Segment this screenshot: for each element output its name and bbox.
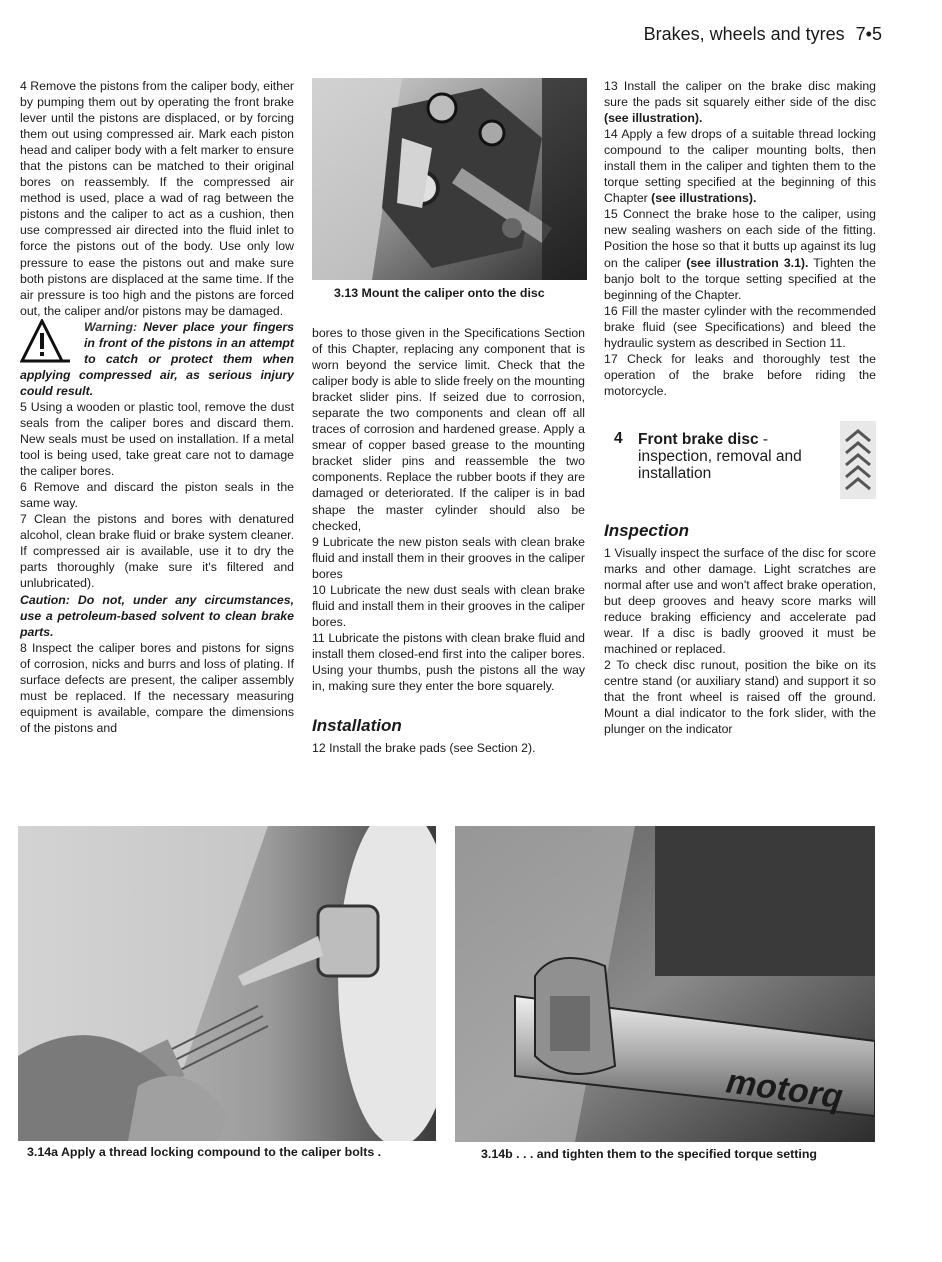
- caption-3-14b: 3.14b . . . and tighten them to the specified torque setting: [481, 1147, 817, 1161]
- warning-label: Warning:: [84, 319, 138, 334]
- photo-3-14a-thread-lock: [18, 826, 436, 1141]
- para-16: 16 Fill the master cylinder with the recommended brake fluid (see Specifications) and bleed the hydraulic system as described in Section 11.: [604, 303, 876, 350]
- photo-3-13-caliper: [312, 78, 587, 280]
- para-7: 7 Clean the pistons and bores with denatured alcohol, clean brake fluid or brake system cleaner. If compressed air is available, use it to dry the parts thoroughly (make sure it's filtered and unlubricated).: [20, 512, 294, 591]
- difficulty-rating-icon: [840, 421, 876, 499]
- photo-3-14b-torque-wrench: [455, 826, 875, 1142]
- para-15: 15 Connect the brake hose to the caliper, using new sealing washers on each side of the fitting. Position the hose so that it butts up against its lug on the caliper (see illustration 3.1). Tighten the banjo bolt to the torque setting specified at the beginning of the Chapter.: [604, 207, 877, 302]
- caption-3-14a: 3.14a Apply a thread locking compound to the caliper bolts .: [27, 1145, 382, 1159]
- para-4: 4 Remove the pistons from the caliper body, either by pumping them out by operating the front brake lever until the pistons are displaced, or by forcing them out using compressed air. Mark each piston head and caliper body with a felt marker to ensure that the pistons can be matched to their original bores on reassembly. If the compressed air method is used, place a wad of rag between the pistons and the caliper to act as a cushion, then use compressed air directed into the fluid inlet to force the pistons out of the body. Use only low pressure to ease the pistons out and make sure both pistons are displaced at the same time. If the air pressure is too high and the pistons are forced out, the caliper and/or pistons may be damaged.: [20, 79, 294, 318]
- page-number: 7•5: [855, 24, 882, 44]
- installation-heading: Installation: [312, 716, 402, 736]
- para-6: 6 Remove and discard the piston seals in the same way.: [20, 480, 294, 511]
- para-13: 13 Install the caliper on the brake disc making sure the pads sit squarely either side of the disc (see illustration).: [604, 79, 876, 126]
- para-8-continued: bores to those given in the Specifications Section of this Chapter, replacing any component that is worn beyond the service limit. Check that the caliper body is able to slide freely on the mounting bracket slider pins. If seized due to corrosion, separate the two components and clean off all traces of corrosion and hardened grease. Apply a smear of copper based grease to the mounting bracket slider pins and reassemble the two components. Replace the rubber boots if they are damaged or deteriorated. If the caliper is in bad shape the master cylinder should also be checked,: [312, 326, 585, 533]
- para-14: 14 Apply a few drops of a suitable thread locking compound to the caliper mounting bolts, then install them in the caliper and tighten them to the torque setting specified at the beginning of this Chapter (see illustrations).: [604, 127, 876, 206]
- para-12: 12 Install the brake pads (see Section 2).: [312, 741, 536, 756]
- inspection-para-1: 1 Visually inspect the surface of the disc for score marks and other damage. Light scratches are normal after use and won't affect brake operation, but deep grooves and heavy score marks will reduce braking efficiency and accelerate pad wear. If a disc is badly grooved it must be machined or replaced.: [604, 545, 876, 657]
- see-illustration-3-1-ref: (see illustration 3.1).: [686, 255, 809, 270]
- para-5: 5 Using a wooden or plastic tool, remove the dust seals from the caliper bores and discard them. New seals must be used on installation. If a metal tool is being used, take great care not to damage the caliper bores.: [20, 399, 294, 479]
- warning-triangle-icon: [20, 319, 82, 365]
- warning-box: [20, 319, 294, 399]
- para-9: 9 Lubricate the new piston seals with clean brake fluid and install them in their grooves in the caliper bores: [312, 534, 585, 581]
- running-header: [644, 24, 882, 45]
- section-title: Front brake disc - inspection, removal and installation: [638, 430, 802, 482]
- wrench-brand-label: motorq: [723, 1062, 846, 1117]
- inspection-para-2: 2 To check disc runout, position the bike on its centre stand (or auxiliary stand) and support it so that the front wheel is raised off the ground. Mount a dial indicator to the fork slider, with the plunger on the indicator: [604, 658, 876, 737]
- para-8: 8 Inspect the caliper bores and pistons for signs of corrosion, nicks and burrs and loss of plating. If surface defects are present, the caliper assembly must be replaced. If the necessary measuring equipment is available, compare the dimensions of the pistons and: [20, 640, 294, 735]
- para-11: 11 Lubricate the pistons with clean brake fluid and install them closed-end first into the caliper bores. Using your thumbs, push the pistons all the way in, making sure they enter the bore squarely.: [312, 630, 585, 694]
- warning-text: Never place your fingers in front of the pistons in an attempt to catch or protect them when applying compressed air, as serious injury could result.: [20, 319, 294, 398]
- inspection-heading: Inspection: [604, 520, 690, 540]
- see-illustrations-ref: (see illustrations).: [651, 191, 757, 206]
- column-3: [604, 78, 876, 738]
- column-2: [312, 325, 585, 756]
- section-number: 4: [614, 429, 623, 447]
- see-illustration-ref: (see illustration).: [604, 111, 703, 126]
- caption-3-13: 3.13 Mount the caliper onto the disc: [334, 286, 545, 300]
- para-10: 10 Lubricate the new dust seals with clean brake fluid and install them in their grooves in the caliper bores.: [312, 582, 585, 629]
- header-title: Brakes, wheels and tyres: [643, 24, 845, 44]
- caution-note: Caution: Do not, under any circumstances, use a petroleum-based solvent to clean brake parts.: [20, 592, 294, 639]
- section-4-heading: [604, 421, 876, 499]
- column-1: [20, 78, 294, 736]
- para-17: 17 Check for leaks and thoroughly test the operation of the brake before riding the motorcycle.: [604, 351, 876, 398]
